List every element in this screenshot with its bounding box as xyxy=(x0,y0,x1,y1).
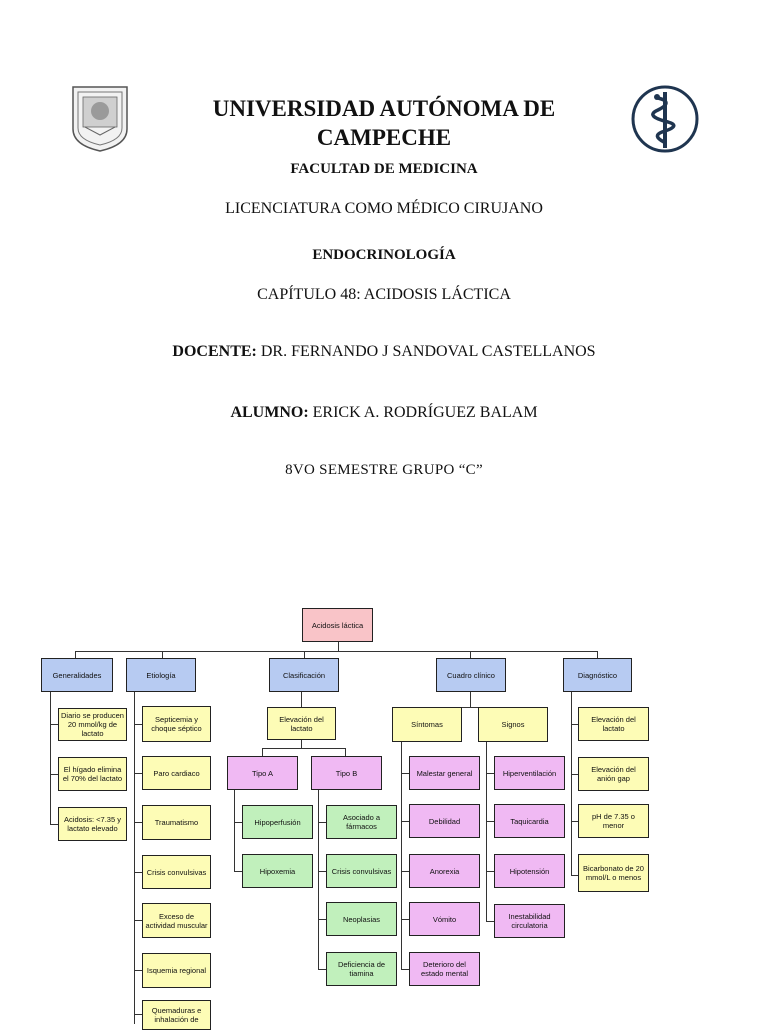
tipo-b: Tipo B xyxy=(311,756,382,790)
tipo-a: Tipo A xyxy=(227,756,298,790)
semester-group: 8VO SEMESTRE GRUPO “C” xyxy=(285,462,483,478)
generalidades-item: Diario se producen 20 mmol/kg de lactato xyxy=(58,708,127,741)
subject-name: ENDOCRINOLOGÍA xyxy=(312,247,456,263)
category-clasificacion: Clasificación xyxy=(269,658,339,692)
tipo-b-item: Deficiencia de tiamina xyxy=(326,952,397,986)
tipo-b-item: Crisis convulsivas xyxy=(326,854,397,888)
sintoma-item: Vómito xyxy=(409,902,480,936)
signo-item: Inestabilidad circulatoria xyxy=(494,904,565,938)
degree-name: LICENCIATURA COMO MÉDICO CIRUJANO xyxy=(225,200,543,217)
sintoma-item: Debilidad xyxy=(409,804,480,838)
tipo-a-item: Hipoperfusión xyxy=(242,805,313,839)
student-line xyxy=(0,404,768,422)
diagnostico-item: pH de 7.35 o menor xyxy=(578,804,649,838)
signo-item: Hiperventilación xyxy=(494,756,565,790)
etiologia-item: Septicemia y choque séptico xyxy=(142,706,211,742)
clasificacion-top: Elevación del lactato xyxy=(267,707,336,740)
etiologia-item: Isquemia regional xyxy=(142,953,211,988)
diagnostico-item: Elevación del anión gap xyxy=(578,757,649,791)
sintoma-item: Deterioro del estado mental xyxy=(409,952,480,986)
category-diagnostico: Diagnóstico xyxy=(563,658,632,692)
etiologia-item: Paro cardiaco xyxy=(142,756,211,790)
university-name: UNIVERSIDAD AUTÓNOMA DE CAMPECHE xyxy=(212,96,556,150)
diagnostico-item: Bicarbonato de 20 mmol/L o menos xyxy=(578,854,649,892)
student-name: ERICK A. RODRÍGUEZ BALAM xyxy=(312,404,538,421)
concept-map xyxy=(0,600,768,1024)
student-label: ALUMNO: xyxy=(230,404,309,421)
medicine-caduceus-logo xyxy=(630,84,700,154)
teacher-name: DR. FERNANDO J SANDOVAL CASTELLANOS xyxy=(260,343,596,360)
teacher-line xyxy=(0,343,768,361)
faculty-name: FACULTAD DE MEDICINA xyxy=(290,161,478,177)
generalidades-item: Acidosis: <7.35 y lactato elevado xyxy=(58,807,127,841)
tipo-b-item: Neoplasias xyxy=(326,902,397,936)
category-generalidades: Generalidades xyxy=(41,658,113,692)
signo-item: Taquicardia xyxy=(494,804,565,838)
tipo-a-item: Hipoxemia xyxy=(242,854,313,888)
university-seal-logo xyxy=(69,83,131,153)
generalidades-item: El hígado elimina el 70% del lactato xyxy=(58,757,127,791)
category-etiologia: Etiología xyxy=(126,658,196,692)
signos-node: Signos xyxy=(478,707,548,742)
etiologia-item: Quemaduras e inhalación de xyxy=(142,1000,211,1030)
sintoma-item: Malestar general xyxy=(409,756,480,790)
tipo-b-item: Asociado a fármacos xyxy=(326,805,397,839)
etiologia-item: Exceso de actividad muscular xyxy=(142,903,211,938)
signo-item: Hipotensión xyxy=(494,854,565,888)
etiologia-item: Traumatismo xyxy=(142,805,211,840)
sintomas-node: Síntomas xyxy=(392,707,462,742)
sintoma-item: Anorexia xyxy=(409,854,480,888)
etiologia-item: Crisis convulsivas xyxy=(142,855,211,889)
chapter-title: CAPÍTULO 48: ACIDOSIS LÁCTICA xyxy=(257,286,511,303)
diagnostico-item: Elevación del lactato xyxy=(578,707,649,741)
map-root: Acidosis láctica xyxy=(302,608,373,642)
teacher-label: DOCENTE: xyxy=(172,343,257,360)
category-cuadro-clinico: Cuadro clínico xyxy=(436,658,506,692)
